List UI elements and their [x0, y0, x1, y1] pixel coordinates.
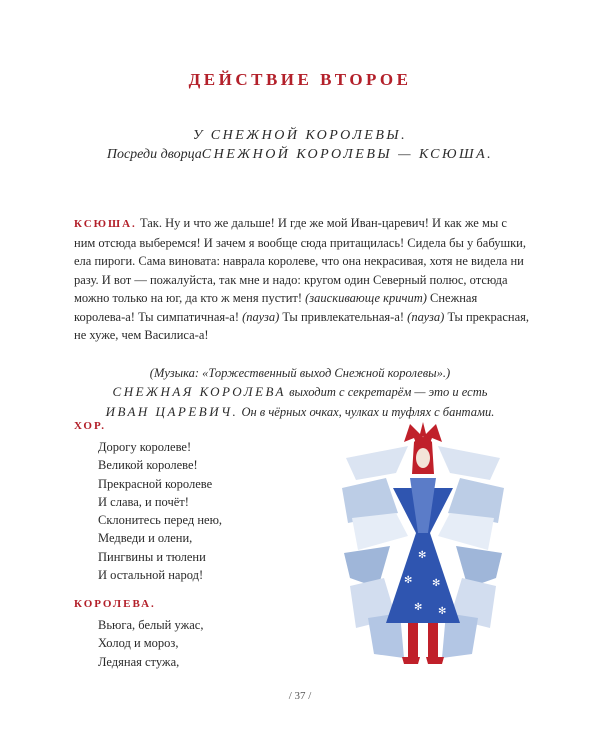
stage-remark-2: (пауза) — [242, 309, 280, 324]
ksyusha-speech — [74, 214, 530, 345]
speech-text-3: Ты привлекательная-а! — [282, 309, 405, 324]
stage-remark-1: (заискивающе кричит) — [305, 291, 427, 305]
scene-line-1: У СНЕЖНОЙ КОРОЛЕВЫ. — [192, 128, 408, 143]
act-title: ДЕЙСТВИЕ ВТОРОЕ — [188, 70, 412, 89]
stage-remark-3: (пауза) — [407, 309, 445, 324]
verse-line: Прекрасной королеве — [98, 476, 213, 491]
page-number: / 37 / — [288, 690, 312, 702]
snowflake-icon: ✻ — [432, 578, 441, 589]
speech-text-2: Снежная королева-а! Ты симпатичная-а! — [74, 291, 478, 324]
snow-queen-illustration — [338, 418, 508, 673]
scene-heading — [0, 126, 600, 164]
stage-text-2: Он в чёрных очках, чулках и туфлях с бантами. — [241, 405, 495, 419]
queen-face — [416, 448, 430, 468]
speaker-ksyusha: КСЮША. — [74, 218, 137, 230]
verse-line: Холод и мороз, — [98, 636, 179, 651]
speech-text-1: Так. Ну и что же дальше! И где же мой Иван-царевич! И как же мы с ним отсюда выберемся! И зачем я вообще сюда притащилась! Сидела бы у бабушки, ела пироги. Сама виновата: наврала королеве, что она некрасивая, хотя не видела ни разу. И вот — пожалуйста, так мне и надо: кругом один Северный полюс, отсюда можно только на юг, да кто ж меня пустит! — [74, 216, 526, 305]
snowflake-icon: ✻ — [418, 550, 427, 561]
verse-line: Дорогу королеве! — [98, 440, 192, 454]
stage-direction-music: (Музыка: «Торжественный выход Снежной королевы».) — [149, 366, 451, 380]
scene-line-2 — [0, 145, 600, 164]
speaker-chorus: ХОР. — [74, 420, 107, 432]
stage-caps-ivan: ИВАН ЦАРЕВИЧ. — [105, 404, 239, 419]
verse-line: Вьюга, белый ужас, — [98, 618, 204, 632]
verse-line: Пингвины и тюлени — [98, 549, 206, 564]
queen-boot-right — [428, 623, 438, 657]
queen-boot-right-heel — [426, 657, 444, 664]
verse-line: Склонитесь перед нею, — [98, 513, 223, 528]
queen-boot-left — [408, 623, 418, 657]
speech-text-4: Ты прекрасная, не хуже, чем Василиса-а! — [74, 309, 530, 342]
verse-line: И остальной народ! — [98, 568, 204, 583]
ice-shard — [438, 513, 494, 550]
verse-line: Ледяная стужа, — [98, 654, 180, 669]
queen-verse — [98, 616, 203, 671]
stage-direction-queen-entrance — [60, 382, 540, 422]
queen-boot-left-heel — [402, 657, 420, 664]
snowflake-icon: ✻ — [414, 602, 423, 613]
chorus-verse — [98, 438, 222, 584]
speaker-queen: КОРОЛЕВА. — [74, 598, 156, 610]
stage-caps-queen: СНЕЖНАЯ КОРОЛЕВА — [112, 384, 286, 399]
ice-shard — [352, 513, 408, 550]
scene-line-2-prefix: Посреди дворца — [106, 147, 202, 162]
snowflake-icon: ✻ — [404, 575, 413, 586]
ice-shard — [438, 446, 500, 480]
ice-shard — [346, 446, 408, 480]
snowflake-icon: ✻ — [438, 606, 447, 617]
scene-line-2-caps: СНЕЖНОЙ КОРОЛЕВЫ — КСЮША. — [201, 147, 494, 162]
stage-text-1: выходит с секретарём — это и есть — [289, 385, 488, 399]
verse-line: Медведи и олени, — [98, 531, 193, 546]
verse-line: И слава, и почёт! — [98, 494, 189, 509]
verse-line: Великой королеве! — [98, 458, 198, 473]
